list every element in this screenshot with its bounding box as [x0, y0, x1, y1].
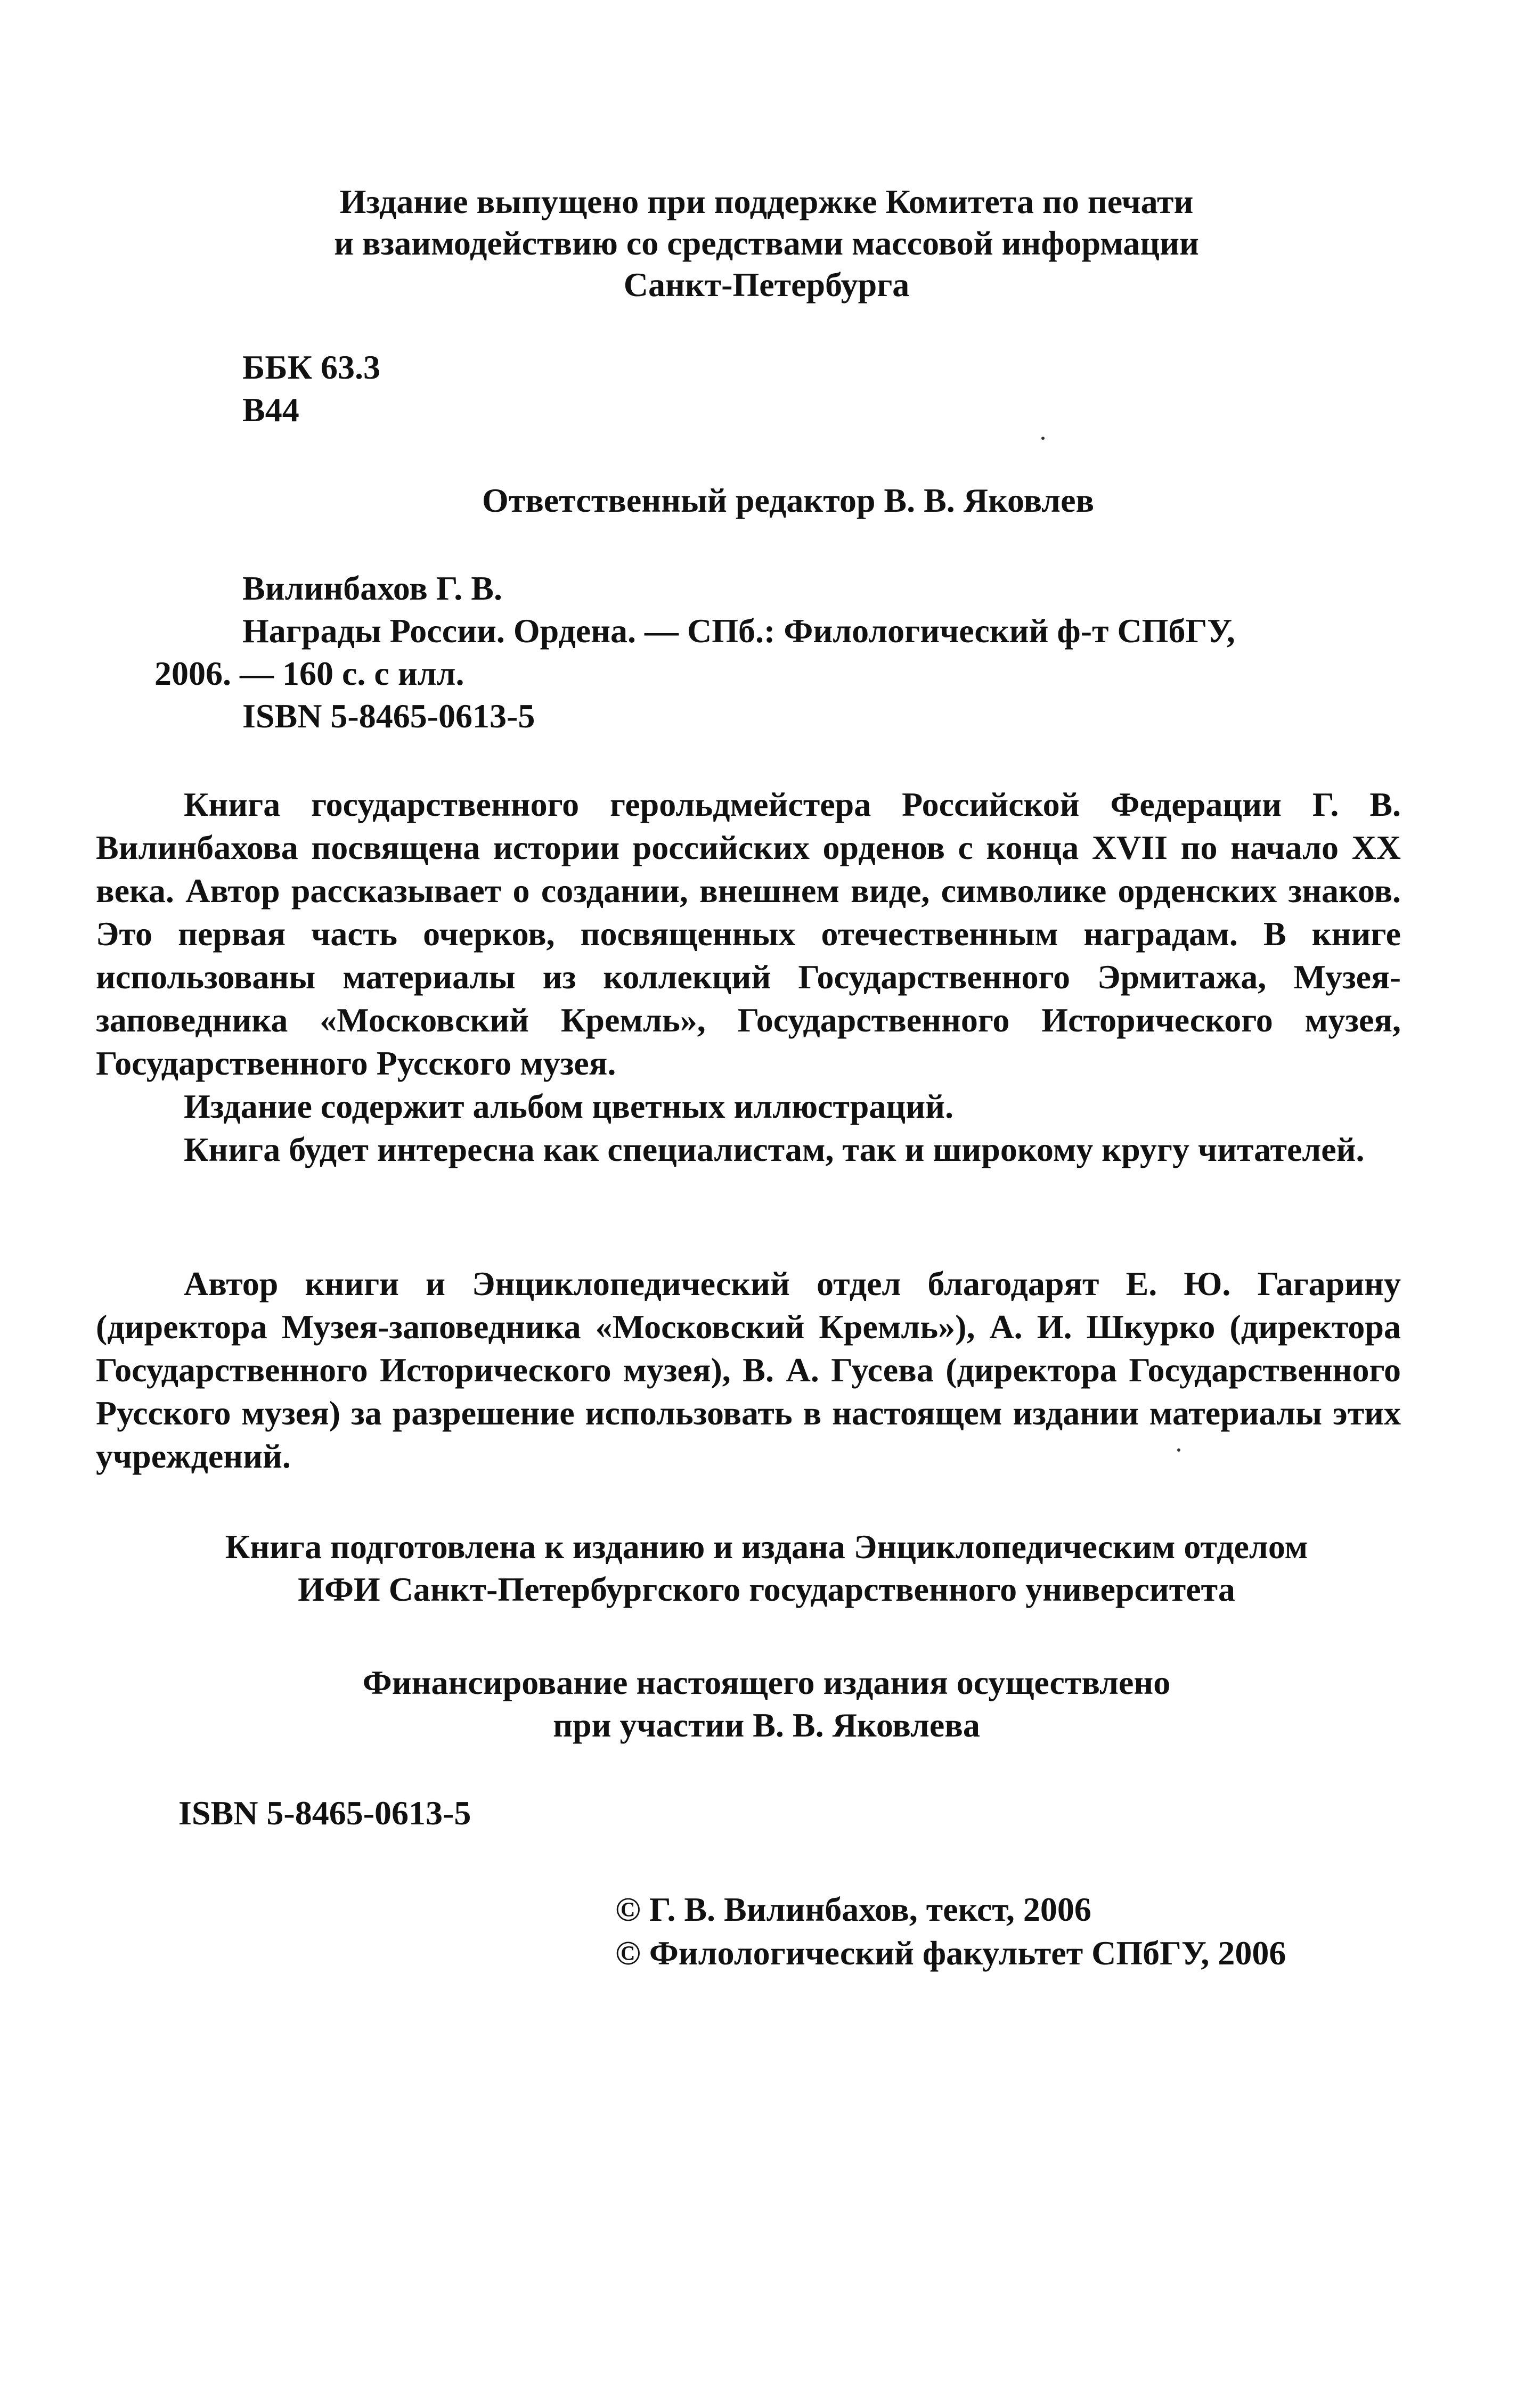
prepared-by-line: ИФИ Санкт-Петербургского государственного университета	[298, 1570, 1235, 1608]
scan-speck	[1041, 437, 1045, 440]
bbk-code: ББК 63.3	[242, 348, 381, 386]
prepared-by	[0, 1526, 1533, 1611]
isbn: ISBN 5-8465-0613-5	[178, 1794, 471, 1832]
funding-line: при участии В. В. Яковлева	[553, 1706, 980, 1744]
copyright-notice	[615, 1888, 1286, 1975]
biblio-isbn: ISBN 5-8465-0613-5	[242, 697, 535, 735]
scan-speck	[1177, 1448, 1180, 1452]
responsible-editor: Ответственный редактор В. В. Яковлев	[482, 481, 1095, 519]
biblio-imprint: 2006. — 160 с. с илл.	[154, 654, 464, 692]
annotation-paragraph: Книга будет интересна как специалистам, так и широкому кругу читателей.	[184, 1131, 1365, 1168]
author-mark: В44	[242, 391, 299, 429]
biblio-author: Вилинбахов Г. В.	[242, 569, 502, 607]
classification-codes	[242, 346, 380, 431]
annotation	[96, 783, 1401, 1171]
copyright-line: © Г. В. Вилинбахов, текст, 2006	[615, 1890, 1091, 1928]
acknowledgement	[96, 1262, 1401, 1478]
funding-note	[0, 1661, 1533, 1747]
funding-line: Финансирование настоящего издания осуществлено	[362, 1664, 1171, 1701]
support-note-line: Издание выпущено при поддержке Комитета по печати	[339, 183, 1194, 220]
biblio-title: Награды России. Ордена. — СПб.: Филологический ф-т СПбГУ,	[242, 612, 1235, 650]
support-note	[0, 181, 1533, 306]
annotation-paragraph: Издание содержит альбом цветных иллюстраций.	[184, 1087, 953, 1125]
support-note-line: и взаимодействию со средствами массовой информации	[334, 224, 1199, 262]
annotation-paragraph: Книга государственного герольдмейстера Российской Федерации Г. В. Вилинбахова посвящена истории российских орденов с конца XVII по начало XX века. Автор рассказывает о создании, внешнем виде, символике орденских знаков. Это первая часть очерков, посвященных отечественным наградам. В книге использованы материалы из коллекций Государственного Эрмитажа, Музея-заповедника «Московский Кремль», Государственного Исторического музея, Государственного Русского музея.	[96, 785, 1401, 1082]
copyright-line: © Филологический факультет СПбГУ, 2006	[615, 1934, 1286, 1972]
prepared-by-line: Книга подготовлена к изданию и издана Энциклопедическим отделом	[225, 1528, 1308, 1566]
acknowledgement-paragraph: Автор книги и Энциклопедический отдел благодарят Е. Ю. Гагарину (директора Музея-заповедника «Московский Кремль»), А. И. Шкурко (директора Государственного Исторического музея), В. А. Гусева (директора Государственного Русского музея) за разрешение использовать в настоящем издании материалы этих учреждений.	[96, 1265, 1401, 1475]
support-note-line: Санкт-Петербурга	[623, 266, 910, 304]
bibliographic-record	[154, 567, 1401, 738]
